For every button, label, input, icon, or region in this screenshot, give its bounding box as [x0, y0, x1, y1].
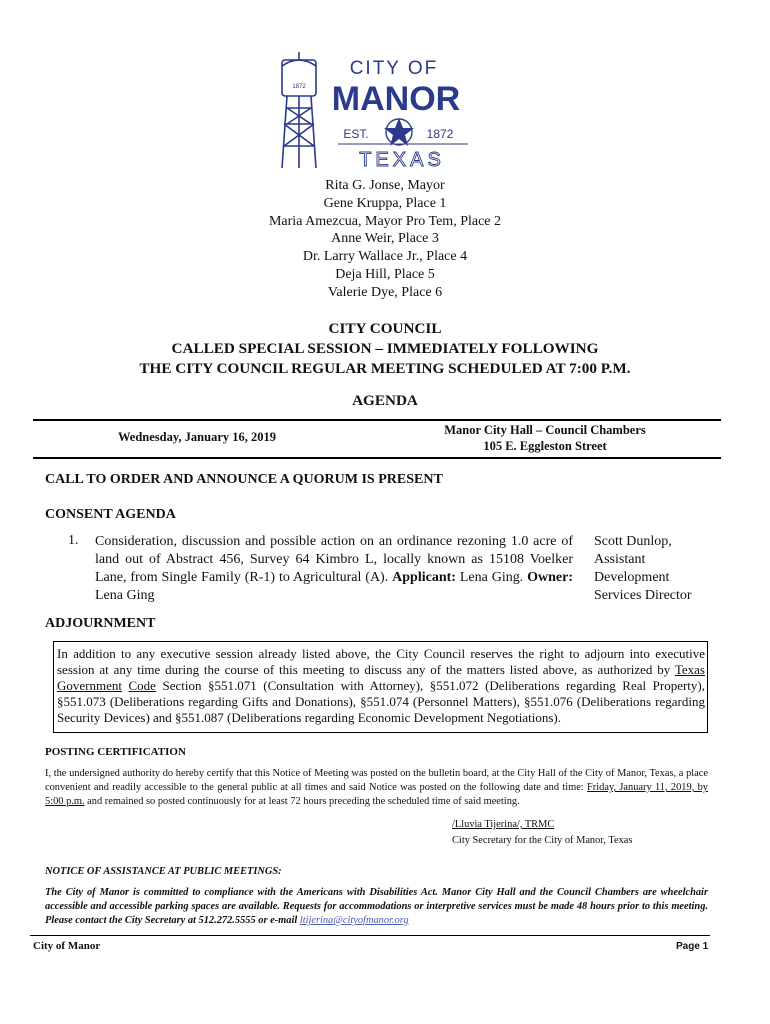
footer-divider	[30, 935, 710, 936]
footer-city: City of Manor	[33, 940, 101, 952]
code-link[interactable]: Code	[128, 678, 156, 693]
meeting-title	[0, 319, 770, 379]
assistance-notice-text	[45, 886, 708, 928]
posting-text-2: and remained so posted continuously for at least 72 hours preceding the scheduled time of said meeting.	[84, 796, 520, 807]
secretary-email-link[interactable]: ltijerina@cityofmanor.org	[299, 915, 409, 926]
star-icon	[384, 118, 414, 146]
assistance-text: The City of Manor is committed to compliance with the Americans with Disabilities Act. Manor City Hall and the Council Chambers are wheelchair accessible and accessible parking spaces are available. Requests for accommodations or interpretive services must be made 48 hours prior to this meeting. Please contact the City Secretary at 512.272.5555 or e-mail	[45, 887, 708, 926]
logo-manor: MANOR	[331, 80, 461, 118]
consent-item-number: 1.	[68, 533, 79, 548]
adjournment-text-2: Section §551.071 (Consultation with Attorney), §551.072 (Deliberations regarding Real Property), §551.073 (Deliberations regarding Gifts and Donations), §551.074 (Personnel Matters), §551.076 (Deliberations regarding Security Devices) and §551.087 (Deliberations regarding Economic Development Negotiations).	[57, 678, 705, 725]
owner-label: Owner:	[527, 570, 574, 585]
applicant-label: Applicant:	[392, 570, 456, 585]
logo-texas: TEXAS	[359, 149, 445, 170]
texas-government-link[interactable]: Texas Government	[57, 662, 705, 693]
adjournment-heading: ADJOURNMENT	[45, 616, 156, 631]
title-line-3: THE CITY COUNCIL REGULAR MEETING SCHEDULED AT 7:00 P.M.	[139, 360, 631, 377]
location-line-2: 105 E. Eggleston Street	[483, 438, 607, 453]
adjournment-text-1: In addition to any executive session already listed above, the City Council reserves the right to adjourn into executive session at any time during the course of this meeting to discuss any of the matters listed above, as authorized by	[57, 646, 705, 677]
consent-item-presenter: Scott Dunlop, Assistant Development Services Director	[594, 534, 692, 603]
secretary-title: City Secretary for the City of Manor, Texas	[452, 835, 633, 846]
posting-certification-heading: POSTING CERTIFICATION	[45, 746, 186, 758]
official-place-6: Valerie Dye, Place 6	[327, 284, 443, 300]
call-to-order-heading: CALL TO ORDER AND ANNOUNCE A QUORUM IS PRESENT	[45, 472, 443, 487]
consent-item-text	[95, 533, 573, 605]
item-description: Consideration, discussion and possible action on an ordinance rezoning 1.0 acre of land out of Abstract 456, Survey 64 Kimbro L, locally known as 15108 Voelker Lane, from Single Family (R-1) to Agricultural (A).	[95, 534, 573, 585]
agenda-heading: AGENDA	[352, 392, 418, 409]
posting-text-1: I, the undersigned authority do hereby certify that this Notice of Meeting was posted on the bulletin board, at the City Hall of the City of Manor, Texas, a place convenient and readily accessible to the general public at all times and said Notice was posted on the following date and time:	[45, 768, 708, 793]
council-members-list	[0, 177, 770, 302]
official-place-2: Maria Amezcua, Mayor Pro Tem, Place 2	[268, 213, 502, 229]
logo-year: 1872	[426, 127, 454, 141]
official-place-3: Anne Weir, Place 3	[331, 231, 439, 247]
consent-agenda-heading: CONSENT AGENDA	[45, 507, 176, 522]
logo-est: EST.	[343, 127, 369, 141]
owner-name: Lena Ging	[95, 588, 155, 603]
title-line-2: CALLED SPECIAL SESSION – IMMEDIATELY FOLLOWING	[171, 340, 599, 357]
executive-session-notice	[53, 641, 708, 733]
official-place-5: Deja Hill, Place 5	[335, 266, 435, 282]
city-of-manor-logo	[278, 52, 470, 170]
meeting-location	[420, 423, 670, 454]
page-number: Page 1	[676, 941, 709, 952]
tower-year: 1872	[292, 84, 306, 90]
assistance-notice-heading: NOTICE OF ASSISTANCE AT PUBLIC MEETINGS:	[45, 866, 282, 877]
official-mayor: Rita G. Jonse, Mayor	[325, 178, 445, 193]
official-place-4: Dr. Larry Wallace Jr., Place 4	[302, 249, 468, 265]
posting-certification-text	[45, 767, 708, 809]
meeting-date: Wednesday, January 16, 2019	[118, 430, 277, 444]
location-line-1: Manor City Hall – Council Chambers	[444, 423, 646, 437]
applicant-name: Lena Ging.	[459, 570, 524, 585]
posting-datetime: Friday, January 11, 2019, by 5:00 p.m.	[45, 782, 708, 807]
official-place-1: Gene Kruppa, Place 1	[323, 195, 447, 211]
secretary-signature: /Lluvia Tijerina/, TRMC	[452, 819, 555, 830]
logo-city-of: CITY OF	[349, 58, 439, 79]
title-line-1: CITY COUNCIL	[328, 320, 442, 337]
